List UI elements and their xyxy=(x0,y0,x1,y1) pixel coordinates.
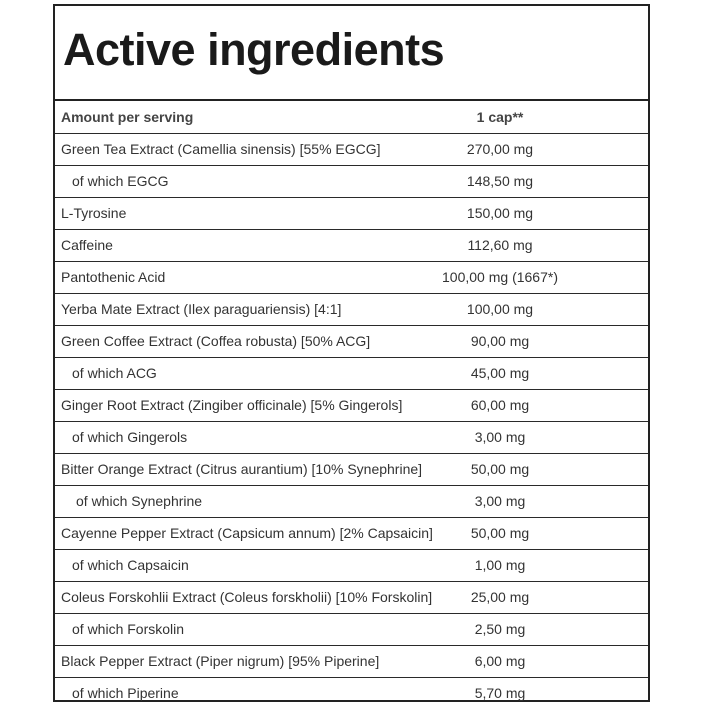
ingredient-name: Coleus Forskohlii Extract (Coleus forskholii) [10% Forskolin] xyxy=(61,589,433,605)
ingredient-name: Black Pepper Extract (Piper nigrum) [95% Piperine] xyxy=(61,653,380,669)
ingredient-name: of which Forskolin xyxy=(72,621,185,637)
ingredient-amount: 45,00 mg xyxy=(470,365,530,381)
table-row xyxy=(55,486,648,518)
table-row xyxy=(55,358,648,390)
header-serving: 1 cap** xyxy=(476,109,524,125)
ingredient-name: of which Synephrine xyxy=(76,493,203,509)
table-row xyxy=(55,294,648,326)
table-row xyxy=(55,326,648,358)
ingredient-name: of which ACG xyxy=(72,365,157,381)
ingredient-amount: 100,00 mg (1667*) xyxy=(442,269,558,285)
ingredient-amount: 2,50 mg xyxy=(474,621,526,637)
table-row xyxy=(55,422,648,454)
ingredient-name: of which Gingerols xyxy=(72,429,188,445)
ingredient-name: of which Piperine xyxy=(72,685,179,701)
ingredient-amount: 60,00 mg xyxy=(470,397,530,413)
ingredient-name: Ginger Root Extract (Zingiber officinale) [5% Gingerols] xyxy=(61,397,403,413)
ingredient-amount: 90,00 mg xyxy=(470,333,530,349)
table-row xyxy=(55,198,648,230)
ingredient-name: Cayenne Pepper Extract (Capsicum annum) [2% Capsaicin] xyxy=(61,525,433,541)
table-row xyxy=(55,166,648,198)
ingredient-name: L-Tyrosine xyxy=(61,205,127,221)
ingredient-name: Bitter Orange Extract (Citrus aurantium) [10% Synephrine] xyxy=(61,461,423,477)
ingredient-amount: 6,00 mg xyxy=(474,653,526,669)
ingredient-name: of which Capsaicin xyxy=(72,557,189,573)
ingredient-amount: 100,00 mg xyxy=(466,301,534,317)
page-title: Active ingredients xyxy=(63,24,445,75)
ingredient-name: Green Tea Extract (Camellia sinensis) [55% EGCG] xyxy=(61,141,381,157)
table-row xyxy=(55,134,648,166)
ingredient-amount: 112,60 mg xyxy=(467,237,533,253)
ingredient-amount: 1,00 mg xyxy=(474,557,526,573)
ingredients-panel xyxy=(53,4,650,702)
ingredient-name: Green Coffee Extract (Coffea robusta) [50% ACG] xyxy=(61,333,371,349)
table-row xyxy=(55,518,648,550)
ingredient-amount: 50,00 mg xyxy=(470,461,530,477)
table-row xyxy=(55,390,648,422)
table-row xyxy=(55,646,648,678)
ingredient-amount: 148,50 mg xyxy=(466,173,534,189)
table-row xyxy=(55,230,648,262)
ingredient-amount: 25,00 mg xyxy=(470,589,530,605)
table-row xyxy=(55,550,648,582)
ingredient-name: of which EGCG xyxy=(72,173,169,189)
ingredient-name: Caffeine xyxy=(61,237,113,253)
table-header-row xyxy=(55,101,648,134)
ingredient-amount: 150,00 mg xyxy=(466,205,534,221)
ingredient-name: Yerba Mate Extract (Ilex paraguariensis) [4:1] xyxy=(61,301,342,317)
table-row xyxy=(55,454,648,486)
ingredient-amount: 5,70 mg xyxy=(474,685,526,701)
table-row xyxy=(55,614,648,646)
ingredient-amount: 270,00 mg xyxy=(466,141,534,157)
table-row xyxy=(55,582,648,614)
ingredient-amount: 3,00 mg xyxy=(474,493,526,509)
table-row xyxy=(55,678,648,710)
ingredients-table xyxy=(55,99,648,710)
ingredient-name: Pantothenic Acid xyxy=(61,269,166,285)
ingredient-amount: 3,00 mg xyxy=(474,429,526,445)
table-row xyxy=(55,262,648,294)
ingredient-amount: 50,00 mg xyxy=(470,525,530,541)
header-label: Amount per serving xyxy=(61,109,194,125)
